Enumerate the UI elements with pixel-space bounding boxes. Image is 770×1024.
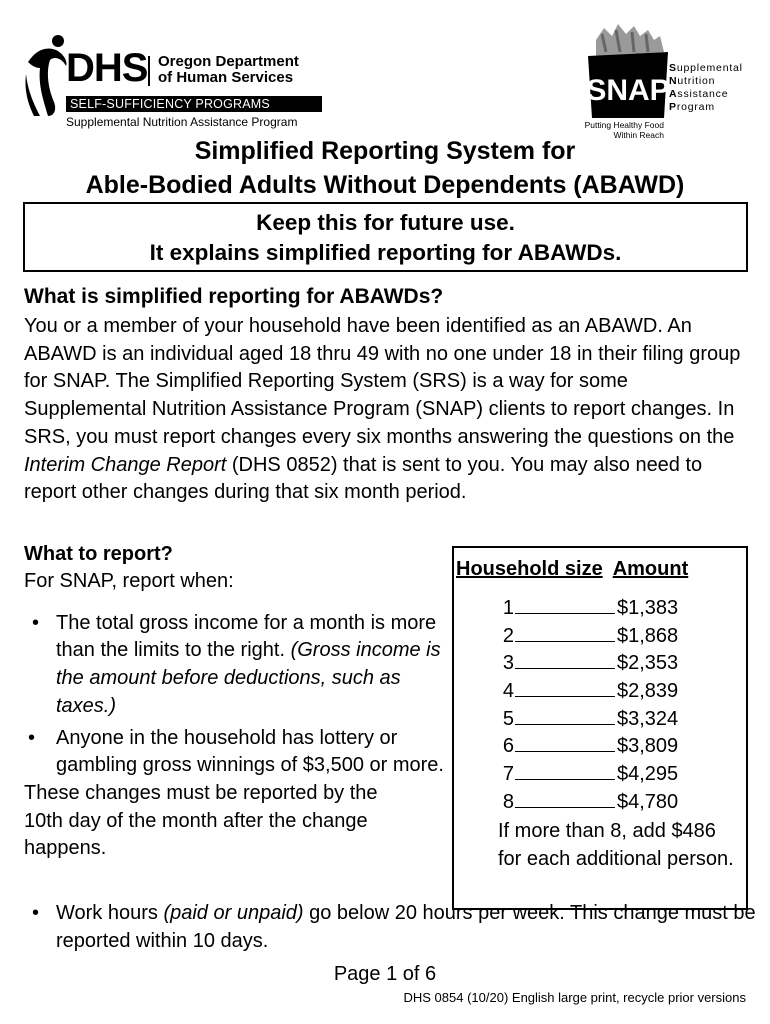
leader-line	[515, 760, 615, 780]
leader-line	[515, 677, 615, 697]
dhs-org-name	[158, 54, 299, 86]
snap-acronym: Supplemental Nutrition Assistance Program	[669, 62, 743, 113]
leader-line	[515, 705, 615, 725]
amount-cell: $3,324	[617, 707, 679, 730]
keep-notice-box	[23, 202, 748, 272]
snap-logo	[582, 22, 762, 142]
table-row	[500, 649, 678, 677]
household-size-cell: 4	[502, 680, 514, 703]
document-title	[0, 134, 770, 202]
table-row	[500, 705, 678, 733]
table-note: If more than 8, add $486 for each additional person.	[498, 820, 734, 870]
leader-line	[515, 732, 615, 752]
household-size-cell: 8	[502, 790, 514, 813]
col-amount: Amount	[612, 558, 689, 580]
snap-tagline: Putting Healthy Food Within Reach	[584, 120, 664, 140]
dhs-wordmark: DHS	[66, 46, 148, 90]
table-rows	[500, 594, 678, 816]
household-size-cell: 7	[502, 763, 514, 786]
page-header	[0, 0, 770, 140]
report-deadline: These changes must be reported by the 10th day of the month after the change happens.	[24, 781, 378, 860]
household-size-cell: 3	[502, 652, 514, 675]
table-row	[500, 622, 678, 650]
amount-cell: $4,295	[617, 763, 679, 786]
list-item-income: • The total gross income for a month is more than the limits to the right. (Gross income is the amount before deductions, such as taxes.)	[32, 611, 441, 717]
amount-cell: $2,353	[617, 652, 679, 675]
household-size-cell: 5	[502, 707, 514, 730]
leader-line	[515, 649, 615, 669]
table-row	[500, 788, 678, 816]
section-heading-what-to-report: What to report?	[24, 543, 173, 565]
section-heading-what-is: What is simplified reporting for ABAWDs?	[24, 285, 444, 308]
list-item-lottery: • Anyone in the household has lottery or gambling gross winnings of $3,500 or more.	[28, 726, 444, 777]
amount-cell: $1,868	[617, 624, 679, 647]
amount-cell: $1,383	[617, 597, 679, 619]
amount-cell: $4,780	[617, 790, 679, 813]
form-footer: DHS 0854 (10/20) English large print, recycle prior versions	[403, 990, 746, 1005]
income-limits-table	[452, 546, 748, 910]
table-row	[500, 732, 678, 760]
table-row	[500, 594, 678, 622]
col-household-size: Household size	[456, 558, 603, 580]
org-name-line1: Oregon Department	[158, 53, 299, 70]
program-bar: SELF-SUFFICIENCY PROGRAMS	[66, 96, 322, 112]
bullet-icon: •	[32, 611, 40, 634]
program-subtitle: Supplemental Nutrition Assistance Program	[66, 115, 298, 129]
household-size-cell: 2	[502, 624, 514, 647]
bullet-icon: •	[28, 726, 36, 749]
keep-line2: It explains simplified reporting for ABAWDs.	[149, 240, 622, 265]
org-name-line2: of Human Services	[158, 69, 294, 86]
leader-line	[515, 622, 615, 642]
leader-line	[515, 594, 615, 614]
snap-wordmark: SNAP	[586, 74, 670, 107]
logo-divider	[148, 56, 150, 86]
report-intro: For SNAP, report when:	[24, 570, 234, 592]
dhs-person-icon	[24, 32, 70, 118]
snap-grocery-icon	[582, 22, 672, 122]
household-size-cell: 1	[502, 597, 514, 619]
title-line2: Able-Bodied Adults Without Dependents (ABAWD)	[85, 171, 685, 199]
title-line1: Simplified Reporting System for	[194, 137, 576, 165]
amount-cell: $2,839	[617, 680, 679, 703]
keep-line1: Keep this for future use.	[256, 210, 515, 235]
table-header	[456, 556, 698, 584]
work-hours-item	[24, 900, 764, 955]
amount-cell: $3,809	[617, 735, 679, 758]
report-list	[24, 568, 444, 863]
intro-paragraph: You or a member of your household have been identified as an ABAWD. An ABAWD is an individual aged 18 thru 49 with no one under 18 in their filing group for SNAP. The Simplified Reporting System (SRS) is a way for some Supplemental Nutrition Assistance Program (SNAP) clients to report changes. In SRS, you must report changes every six months answering the questions on the Interim Change Report (DHS 0852) that is sent to you. You may also need to report other changes during that six month period.	[24, 315, 741, 504]
table-row	[500, 760, 678, 788]
table-row	[500, 677, 678, 705]
leader-line	[515, 788, 615, 808]
household-size-cell: 6	[502, 735, 514, 758]
page-number: Page 1 of 6	[333, 963, 437, 985]
list-item-work-hours: • Work hours (paid or unpaid) go below 20 hours per week. This change must be reported within 10 days.	[32, 902, 756, 952]
bullet-icon: •	[32, 902, 40, 924]
